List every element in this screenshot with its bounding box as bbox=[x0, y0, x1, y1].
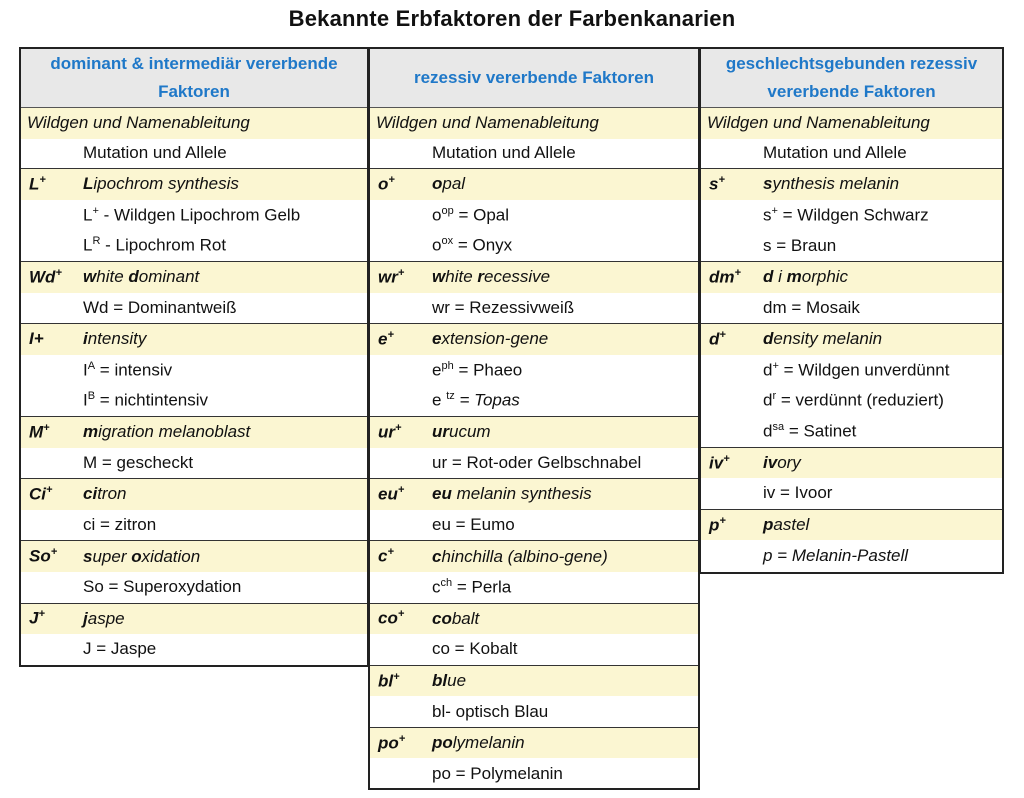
gene-symbol: co+ bbox=[378, 608, 405, 629]
gene-group bbox=[370, 262, 698, 324]
gene-group bbox=[21, 604, 367, 665]
gene-symbol-sup: + bbox=[397, 608, 405, 621]
gene-group bbox=[21, 169, 367, 262]
gene-row bbox=[370, 417, 698, 448]
gene-name-initial: e bbox=[432, 329, 442, 349]
gene-name: extension-gene bbox=[432, 329, 549, 349]
gene-name-initial: s bbox=[83, 546, 93, 566]
allele-row bbox=[370, 200, 698, 231]
gene-row bbox=[701, 510, 1002, 541]
allele-text: bl- optisch Blau bbox=[432, 701, 549, 721]
column-dominant bbox=[19, 47, 369, 667]
allele-row bbox=[370, 355, 698, 386]
allele-text: $c^{ch}$ = Perla bbox=[432, 576, 512, 597]
allele-text: dm = Mosaik bbox=[763, 297, 860, 317]
gene-group bbox=[370, 479, 698, 541]
legend-wildgen: Wildgen und Namenableitung bbox=[701, 108, 1002, 139]
allele-text: $o^{ox}$ = Onyx bbox=[432, 235, 513, 255]
gene-name: jaspe bbox=[83, 608, 125, 628]
allele-text: So = Superoxydation bbox=[83, 577, 242, 597]
gene-symbol-sup: + bbox=[393, 670, 400, 683]
gene-symbol-sup: + bbox=[718, 174, 725, 187]
gene-group bbox=[701, 510, 1002, 571]
gene-name: urucum bbox=[432, 422, 491, 442]
gene-symbol-sup: + bbox=[397, 266, 405, 279]
allele-row bbox=[701, 200, 1002, 231]
gene-group bbox=[21, 479, 367, 541]
allele-row bbox=[21, 448, 367, 479]
legend-wildgen: Wildgen und Namenableitung bbox=[21, 108, 367, 139]
gene-symbol-sup: + bbox=[395, 421, 402, 434]
gene-symbol: ur+ bbox=[378, 421, 402, 442]
gene-name-initial: ur bbox=[432, 422, 449, 442]
gene-row bbox=[370, 604, 698, 635]
gene-name: super oxidation bbox=[83, 546, 201, 566]
allele-text: wr = Rezessivweiß bbox=[432, 297, 575, 317]
allele-row bbox=[370, 758, 698, 789]
gene-name-initial: iv bbox=[763, 452, 778, 472]
gene-name: chinchilla (albino-gene) bbox=[432, 546, 608, 566]
gene-group bbox=[370, 169, 698, 262]
allele-row bbox=[701, 416, 1002, 447]
gene-name: opal bbox=[432, 174, 466, 194]
gene-row bbox=[370, 728, 698, 759]
allele-row bbox=[21, 385, 367, 416]
allele-row bbox=[21, 355, 367, 386]
gene-symbol-sup: + bbox=[723, 452, 730, 465]
gene-symbol-sup: + bbox=[719, 329, 726, 342]
gene-name-initial: w bbox=[83, 267, 97, 287]
gene-name-initial: p bbox=[763, 515, 774, 535]
gene-symbol: d+ bbox=[709, 329, 726, 349]
gene-symbol-sup: + bbox=[39, 174, 46, 187]
gene-name: synthesis melanin bbox=[763, 174, 900, 194]
gene-name-initial: bl bbox=[432, 670, 448, 690]
gene-row bbox=[370, 169, 698, 200]
gene-symbol: s+ bbox=[709, 174, 725, 194]
gene-name-initial: ci bbox=[83, 484, 98, 504]
gene-symbol: L+ bbox=[29, 174, 46, 194]
gene-name-initial: r bbox=[477, 267, 484, 287]
gene-row bbox=[701, 262, 1002, 293]
allele-row bbox=[370, 385, 698, 416]
gene-name: polymelanin bbox=[432, 733, 525, 753]
gene-name: citron bbox=[83, 484, 127, 504]
allele-sup: + bbox=[772, 359, 779, 372]
gene-name-initial: c bbox=[432, 546, 442, 566]
gene-name-initial: po bbox=[432, 733, 453, 753]
allele-text: Wd = Dominantweiß bbox=[83, 297, 237, 317]
legend-mutation: Mutation und Allele bbox=[21, 139, 367, 170]
gene-symbol: Ci+ bbox=[29, 484, 53, 504]
gene-name: pastel bbox=[763, 515, 810, 535]
page-title: Bekannte Erbfaktoren der Farbenkanarien bbox=[288, 6, 736, 31]
gene-symbol: e+ bbox=[378, 329, 394, 349]
allele-text: $d^r$ = verdünnt (reduziert) bbox=[763, 390, 944, 410]
gene-row bbox=[701, 324, 1002, 355]
allele-row bbox=[370, 448, 698, 479]
gene-name-initial: d bbox=[763, 267, 774, 287]
allele-row bbox=[701, 478, 1002, 509]
gene-name-initial: s bbox=[763, 174, 773, 194]
gene-symbol: c+ bbox=[378, 546, 394, 566]
gene-symbol: dm+ bbox=[709, 266, 741, 287]
gene-group bbox=[370, 728, 698, 789]
gene-name-initial: m bbox=[83, 422, 99, 442]
allele-text: co = Kobalt bbox=[432, 639, 518, 659]
gene-symbol: iv+ bbox=[709, 452, 730, 473]
gene-symbol: po+ bbox=[378, 732, 406, 753]
column-recessive bbox=[368, 47, 700, 790]
allele-row bbox=[701, 540, 1002, 571]
gene-row bbox=[21, 417, 367, 448]
allele-text: po = Polymelanin bbox=[432, 763, 563, 783]
gene-symbol-sup: + bbox=[50, 546, 58, 559]
allele-sup: op bbox=[441, 204, 454, 217]
allele-text: p = Melanin-Pastell bbox=[763, 545, 909, 565]
allele-row bbox=[21, 230, 367, 261]
allele-row bbox=[701, 230, 1002, 261]
gene-symbol: Wd+ bbox=[29, 266, 62, 287]
allele-row bbox=[370, 634, 698, 665]
legend-wildgen: Wildgen und Namenableitung bbox=[370, 108, 698, 139]
gene-row bbox=[370, 479, 698, 510]
column-sex-linked bbox=[699, 47, 1004, 574]
allele-sup: r bbox=[772, 390, 777, 403]
gene-row bbox=[21, 324, 367, 355]
gene-symbol-sup: + bbox=[46, 484, 53, 497]
allele-text: s+ = Wildgen Schwarz bbox=[763, 204, 929, 225]
allele-sup: + bbox=[92, 204, 99, 217]
gene-name-initial: d bbox=[128, 267, 139, 287]
gene-symbol-sup: + bbox=[719, 514, 726, 527]
allele-text: L+ - Wildgen Lipochrom Gelb bbox=[83, 204, 301, 225]
gene-row bbox=[370, 324, 698, 355]
gene-row bbox=[21, 479, 367, 510]
gene-row bbox=[370, 262, 698, 293]
gene-name: intensity bbox=[83, 329, 147, 349]
gene-symbol: wr+ bbox=[378, 266, 405, 287]
allele-text: s = Braun bbox=[763, 235, 837, 255]
allele-sup: sa bbox=[772, 420, 785, 433]
allele-sup: ch bbox=[440, 576, 453, 589]
gene-name: d i morphic bbox=[763, 267, 849, 287]
gene-symbol-sup: + bbox=[43, 421, 50, 434]
gene-row bbox=[370, 666, 698, 697]
gene-name-initial: m bbox=[786, 267, 802, 287]
gene-name-initial: o bbox=[131, 546, 142, 566]
gene-group bbox=[21, 541, 367, 603]
allele-sup: tz bbox=[446, 390, 455, 403]
column-header: rezessiv vererbende Faktoren bbox=[370, 49, 698, 108]
allele-text: ci = zitron bbox=[83, 515, 157, 535]
allele-sup: ox bbox=[441, 235, 454, 248]
gene-name: ivory bbox=[763, 452, 801, 472]
gene-symbol: I+ bbox=[29, 329, 44, 349]
gene-group bbox=[370, 666, 698, 728]
allele-row bbox=[701, 293, 1002, 324]
allele-text: e $^{tz}$ = Topas bbox=[432, 390, 520, 410]
gene-name: white dominant bbox=[83, 267, 200, 287]
allele-text: iv = Ivoor bbox=[763, 483, 833, 503]
gene-name-initial: i bbox=[83, 329, 88, 349]
gene-group bbox=[21, 417, 367, 479]
gene-name: blue bbox=[432, 670, 467, 690]
gene-symbol-sup: + bbox=[397, 484, 405, 497]
gene-group bbox=[21, 262, 367, 324]
allele-text: ur = Rot-oder Gelbschnabel bbox=[432, 452, 642, 472]
allele-sup: ph bbox=[441, 359, 454, 372]
gene-name: cobalt bbox=[432, 608, 480, 628]
gene-symbol-sup: + bbox=[398, 732, 406, 745]
gene-group bbox=[701, 169, 1002, 262]
gene-symbol-sup: + bbox=[387, 546, 394, 559]
gene-name: white recessive bbox=[432, 267, 551, 287]
gene-group bbox=[370, 604, 698, 666]
gene-symbol: eu+ bbox=[378, 484, 405, 504]
allele-sup: A bbox=[87, 359, 96, 372]
column-header: geschlechtsgebunden rezessiv vererbende Faktoren bbox=[701, 49, 1002, 108]
gene-name-initial: w bbox=[432, 267, 446, 287]
allele-row bbox=[370, 696, 698, 727]
allele-row bbox=[21, 200, 367, 231]
gene-group bbox=[701, 324, 1002, 447]
gene-name-initial: o bbox=[432, 174, 443, 194]
allele-row bbox=[21, 634, 367, 665]
gene-group bbox=[21, 324, 367, 417]
gene-name-initial: L bbox=[83, 174, 94, 194]
gene-name-initial: j bbox=[83, 608, 88, 628]
gene-symbol-sup: + bbox=[734, 266, 741, 279]
gene-row bbox=[701, 169, 1002, 200]
gene-symbol: o+ bbox=[378, 174, 395, 194]
allele-text: $d^{sa}$ = Satinet bbox=[763, 420, 857, 441]
gene-group bbox=[701, 262, 1002, 324]
allele-text: $I^B$ = nichtintensiv bbox=[83, 390, 209, 410]
allele-row bbox=[370, 230, 698, 261]
allele-text: J = Jaspe bbox=[83, 639, 157, 659]
gene-group bbox=[370, 417, 698, 479]
gene-symbol-sup: + bbox=[38, 608, 45, 621]
allele-row bbox=[701, 355, 1002, 386]
legend-mutation: Mutation und Allele bbox=[370, 139, 698, 170]
allele-row bbox=[370, 572, 698, 603]
gene-row bbox=[701, 448, 1002, 479]
gene-group bbox=[370, 541, 698, 603]
allele-italic: = Topas bbox=[454, 390, 520, 410]
gene-row bbox=[21, 262, 367, 293]
allele-row bbox=[21, 510, 367, 541]
gene-name-initial: d bbox=[763, 329, 774, 349]
gene-name: density melanin bbox=[763, 329, 883, 349]
gene-symbol: bl+ bbox=[378, 670, 400, 691]
gene-name: Lipochrom synthesis bbox=[83, 174, 239, 194]
allele-text: $I^A$ = intensiv bbox=[83, 359, 173, 380]
allele-row bbox=[370, 510, 698, 541]
gene-row bbox=[21, 169, 367, 200]
allele-text: $L^R$ - Lipochrom Rot bbox=[83, 235, 227, 255]
allele-sup: + bbox=[771, 204, 778, 217]
allele-sup: R bbox=[92, 235, 101, 248]
gene-row bbox=[21, 541, 367, 572]
gene-row bbox=[21, 604, 367, 635]
allele-text: $e^{ph}$ = Phaeo bbox=[432, 359, 523, 380]
gene-symbol-sup: + bbox=[55, 266, 62, 279]
gene-row bbox=[370, 541, 698, 572]
gene-group bbox=[370, 324, 698, 417]
legend-mutation: Mutation und Allele bbox=[701, 139, 1002, 170]
gene-group bbox=[701, 448, 1002, 510]
allele-text: eu = Eumo bbox=[432, 515, 515, 535]
gene-symbol-sup: + bbox=[387, 329, 394, 342]
allele-text: M = gescheckt bbox=[83, 452, 194, 472]
allele-row bbox=[370, 293, 698, 324]
column-header: dominant & intermediär vererbende Faktoren bbox=[21, 49, 367, 108]
allele-text: d+ = Wildgen unverdünnt bbox=[763, 359, 950, 380]
gene-name-initial: co bbox=[432, 608, 452, 628]
allele-row bbox=[21, 572, 367, 603]
gene-symbol: J+ bbox=[29, 608, 45, 629]
gene-name: migration melanoblast bbox=[83, 422, 251, 442]
allele-row bbox=[701, 385, 1002, 416]
allele-sup: B bbox=[87, 390, 96, 403]
gene-name-initial: eu bbox=[432, 484, 452, 504]
gene-symbol: p+ bbox=[709, 514, 726, 535]
allele-text: $o^{op}$ = Opal bbox=[432, 204, 510, 225]
gene-symbol-sup: + bbox=[388, 174, 395, 187]
allele-row bbox=[21, 293, 367, 324]
gene-symbol: So+ bbox=[29, 546, 58, 566]
gene-symbol: M+ bbox=[29, 421, 50, 442]
gene-name: eu melanin synthesis bbox=[432, 484, 592, 504]
